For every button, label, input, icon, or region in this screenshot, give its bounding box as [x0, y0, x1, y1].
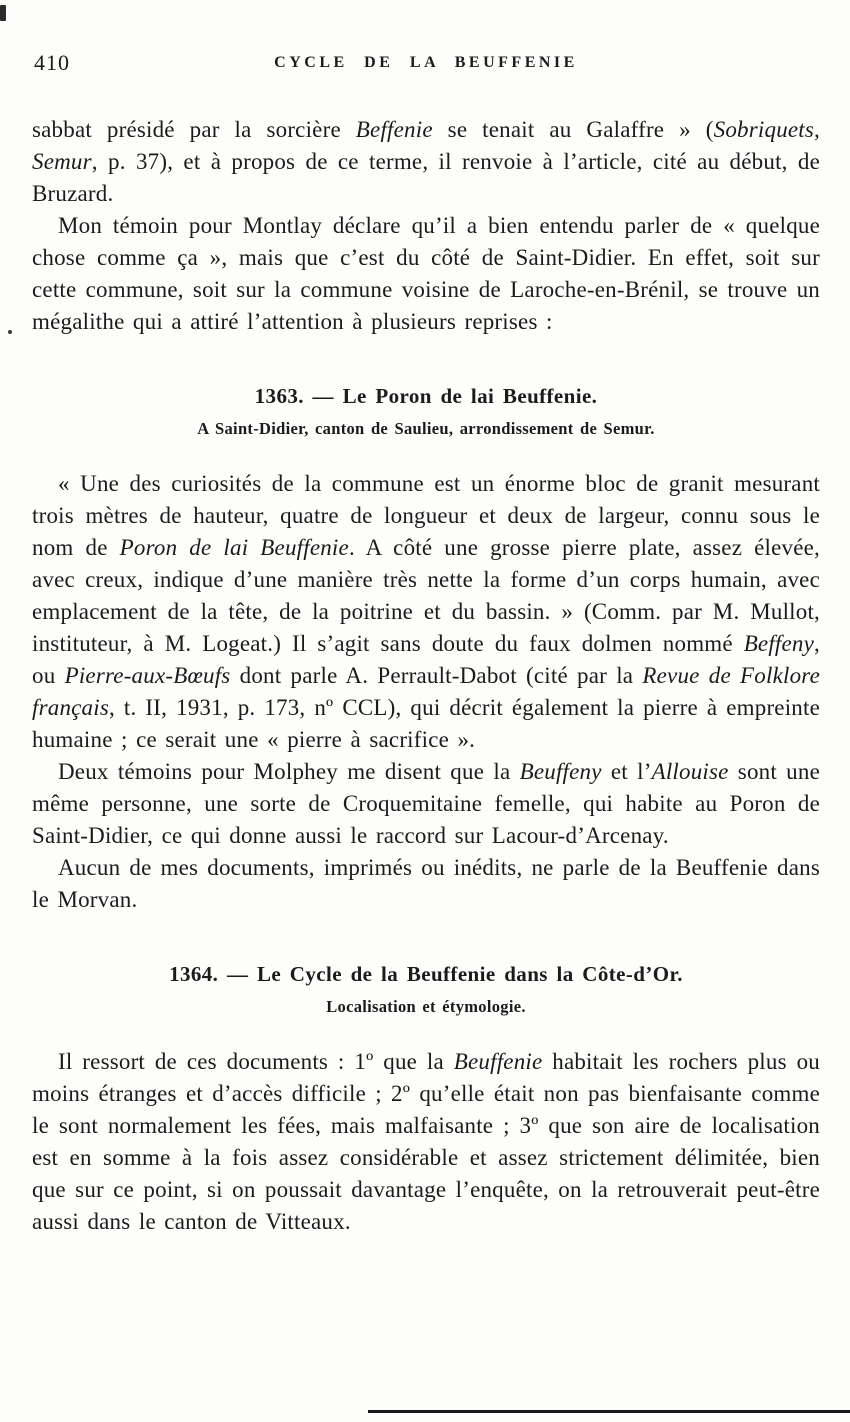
text-run: dont parle A. Perrault-Dabot (cité par la [230, 663, 643, 688]
section-heading: 1363. — Le Poron de lai Beuffenie. [254, 384, 598, 408]
italic-text-run: Allouise [651, 759, 729, 784]
text-run: sabbat présidé par la sorcière [32, 117, 356, 142]
text-run: , t. II, 1931, p. 173, nº CCL), qui décrit également la pierre à empreinte humaine ; ce serait une « pierre à sacrifice ». [32, 695, 820, 752]
paragraph [32, 852, 820, 916]
italic-text-run: Beffenie [355, 117, 433, 142]
italic-text-run: Pierre-aux-Bœufs [64, 663, 231, 688]
page-body [32, 114, 820, 1238]
italic-text-run: Beuffenie [453, 1049, 543, 1074]
page-number: 410 [34, 50, 70, 75]
bottom-rule [368, 1410, 850, 1413]
text-run: Mon témoin pour Montlay déclare qu’il a bien entendu parler de « quelque chose comme ça », mais que c’est du côté de Saint-Didier. En effet, soit sur cette commune, soit sur la commune voisine de Laroche-en-Brénil, se trouve un mégalithe qui a attiré l’attention à plusieurs reprises : [32, 213, 820, 334]
italic-text-run: Beuffeny [519, 759, 602, 784]
text-run: et l’ [601, 759, 652, 784]
paragraph [32, 756, 820, 852]
text-run: Deux témoins pour Molphey me disent que la [58, 759, 520, 784]
scan-artifact [8, 330, 12, 334]
page-header [32, 50, 820, 80]
running-title: CYCLE DE LA BEUFFENIE [274, 54, 578, 71]
text-run: habitait les rochers plus ou moins étranges et d’accès difficile ; 2º qu’elle était non pas bienfaisante comme le sont normalement les fées, mais malfaisante ; 3º que son aire de localisation est en somme à la fois assez considérable et assez strictement délimitée, bien que sur ce point, si on poussait davantage l’enquête, on la retrouverait peut-être aussi dans le canton de Vitteaux. [32, 1049, 820, 1234]
paragraph [32, 114, 820, 210]
paragraph [32, 210, 820, 338]
text-run: Aucun de mes documents, imprimés ou inédits, ne parle de la Beuffenie dans le Morvan. [32, 855, 820, 912]
paragraph [32, 1046, 820, 1238]
text-run: sont une même personne, une sorte de Croquemitaine femelle, qui habite au Poron de Saint-Didier, ce qui donne aussi le raccord sur Lacour-d’Arcenay. [32, 759, 820, 848]
text-run: . A côté une grosse pierre plate, assez élevée, avec creux, indique d’une manière très nette la forme d’un corps humain, avec emplacement de la tête, de la poitrine et du bassin. » (Comm. par M. Mullot, instituteur, à M. Logeat.) Il s’agit sans doute du faux dolmen nommé [32, 535, 820, 656]
text-run: , ou [32, 631, 820, 688]
scan-artifact [0, 5, 6, 21]
text-run: , p. 37), et à propos de ce terme, il renvoie à l’article, cité au début, de Bruzard. [32, 149, 820, 206]
italic-text-run: Revue de Folklore français [32, 663, 820, 720]
italic-text-run: Beffeny [743, 631, 815, 656]
paragraph [32, 468, 820, 756]
section-subheading: A Saint-Didier, canton de Saulieu, arrondissement de Semur. [197, 419, 655, 438]
section-subheading: Localisation et étymologie. [326, 997, 526, 1016]
section-heading: 1364. — Le Cycle de la Beuffenie dans la Côte-d’Or. [169, 962, 683, 986]
italic-text-run: Poron de lai Beuffenie [119, 535, 349, 560]
text-run: Il ressort de ces documents : 1º que la [58, 1049, 454, 1074]
italic-text-run: Sobriquets, Semur [32, 117, 820, 174]
text-run: « Une des curiosités de la commune est un énorme bloc de granit mesurant trois mètres de hauteur, quatre de longueur et deux de largeur, connu sous le nom de [32, 471, 820, 560]
text-run: se tenait au Galaffre » ( [432, 117, 714, 142]
